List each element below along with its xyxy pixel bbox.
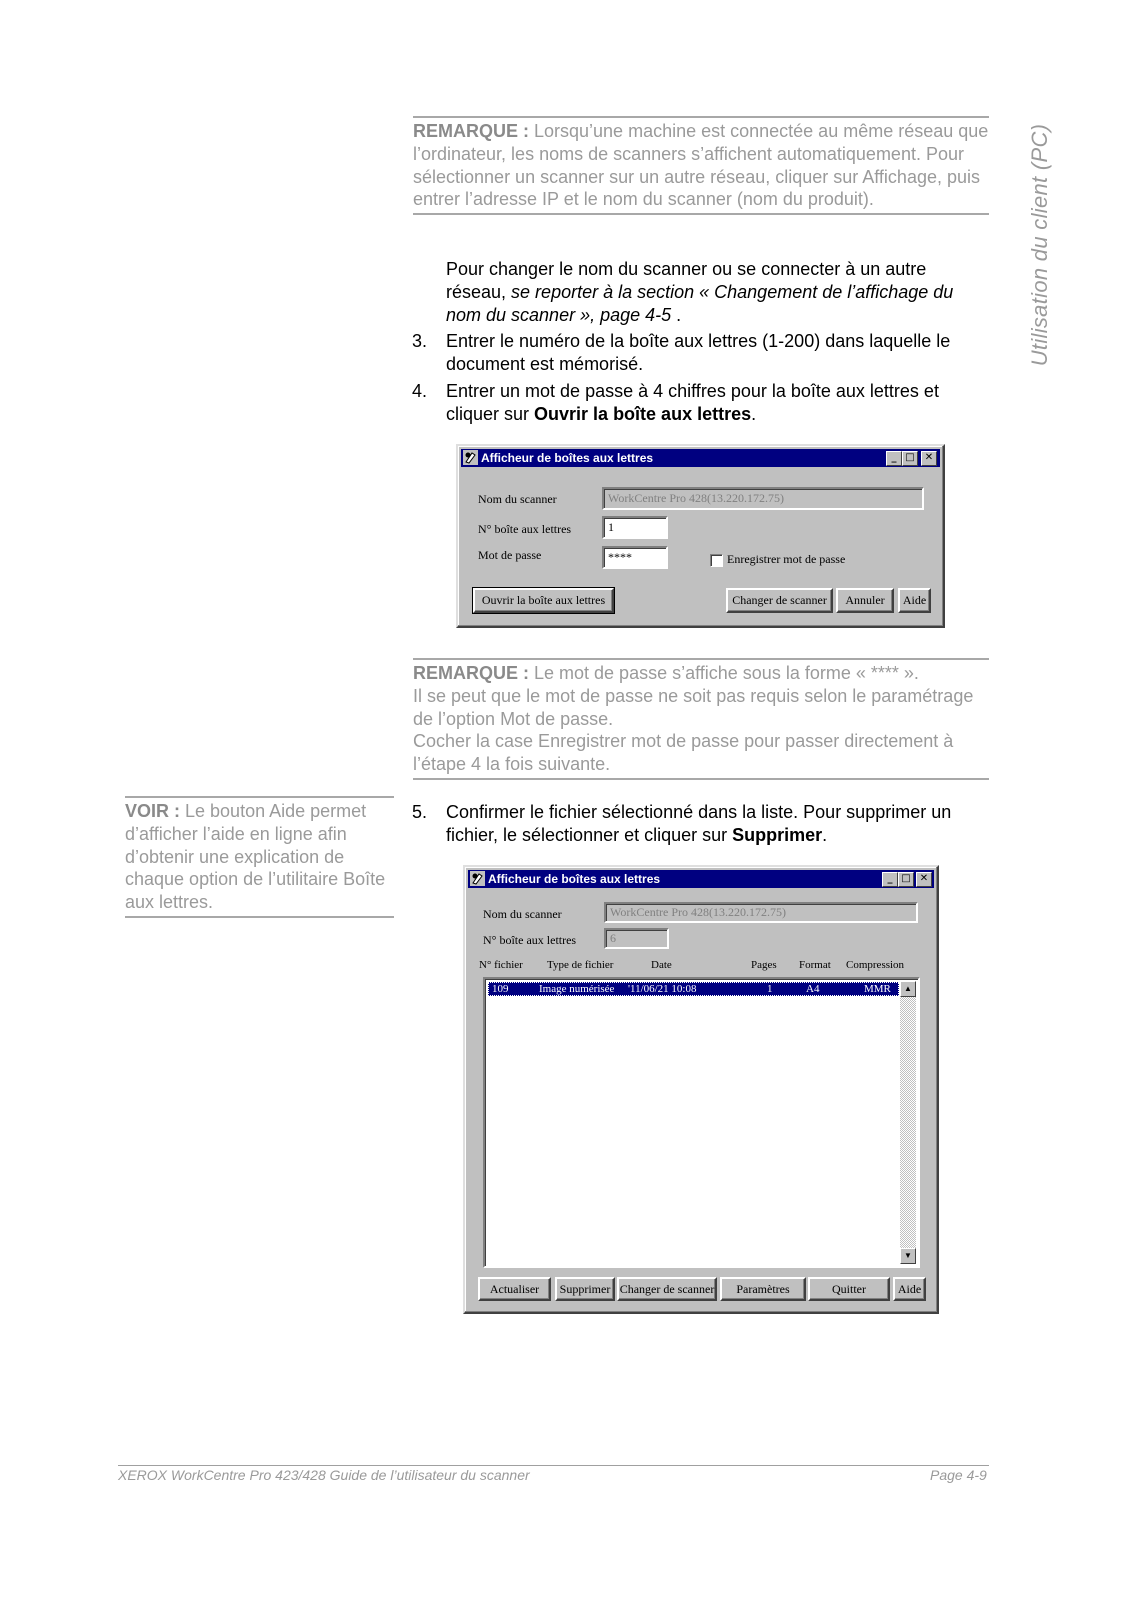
cell-format: A4 [806,983,820,995]
note-remarque-2 [413,658,989,780]
step-bold-command: Ouvrir la boîte aux lettres [534,403,752,424]
note-remarque-1 [413,116,989,215]
footer-document-title: XEROX WorkCentre Pro 423/428 Guide de l’utilisateur du scanner [118,1467,530,1483]
dialog-title: Afficheur de boîtes aux lettres [488,872,661,886]
settings-button[interactable]: Paramètres [720,1277,806,1301]
step-5 [412,801,982,847]
step-bold-command: Supprimer [732,824,823,845]
minimize-icon[interactable]: _ [886,451,902,466]
scanner-name-field[interactable]: WorkCentre Pro 428(13.220.172.75) [602,487,924,510]
step-4 [412,380,982,426]
scroll-up-icon[interactable]: ▲ [900,981,916,997]
password-label: Mot de passe [478,548,542,562]
step-text: Entrer le numéro de la boîte aux lettres (1-200) dans laquelle le document est mémorisé. [446,331,951,374]
scanner-name-label: Nom du scanner [483,907,562,921]
footer-page-number: Page 4-9 [930,1467,987,1483]
note-line-3: Cocher la case Enregistrer mot de passe pour passer directement à l’étape 4 la fois suivante. [413,731,954,775]
help-button[interactable]: Aide [898,588,931,613]
step-text-start: Entrer un mot de passe à 4 chiffres pour la boîte aux lettres et cliquer sur [446,381,939,424]
step-3 [412,330,982,376]
open-mailbox-button[interactable]: Ouvrir la boîte aux lettres [473,588,614,613]
paragraph-change-scanner [446,258,981,326]
note-label: REMARQUE : [413,121,529,141]
column-header-date[interactable]: Date [651,959,672,971]
save-password-checkbox[interactable] [710,554,723,567]
mailbox-number-label: N° boîte aux lettres [478,522,572,536]
step-number: 3. [412,331,428,351]
step-text [446,801,981,847]
cancel-button[interactable]: Annuler [836,588,894,613]
step-text [446,380,981,426]
help-button[interactable]: Aide [893,1277,926,1301]
note-text: Lorsqu’une machine est connectée au même réseau que l’ordinateur, les noms de scanners s’affichent automatiquement. Pour sélectionner un scanner sur un autre réseau, cliquer sur Affichage, puis entrer l’adresse IP et le nom du scanner (nom du produit). [413,121,989,210]
step-number: 5. [412,802,428,822]
see-text: Le bouton Aide permet d’afficher l’aide en ligne afin d’obtenir une explication de chaque option de l’utilitaire Boîte aux lettres. [125,801,386,913]
scanner-name-field[interactable]: WorkCentre Pro 428(13.220.172.75) [604,902,918,923]
column-header-compression[interactable]: Compression [846,959,905,971]
app-icon [463,450,478,465]
vertical-scrollbar[interactable] [900,981,916,1264]
file-list[interactable] [483,977,920,1268]
title-bar [468,870,934,888]
cell-file-type: Image numérisée [539,983,615,995]
refresh-button[interactable]: Actualiser [478,1277,551,1301]
see-label: VOIR : [125,801,181,821]
password-field[interactable]: **** [602,546,668,569]
close-icon[interactable]: ✕ [916,872,932,887]
mailbox-number-label: N° boîte aux lettres [483,933,577,947]
mailbox-number-field[interactable]: 6 [604,928,669,949]
step-number: 4. [412,381,428,401]
scroll-down-icon[interactable]: ▼ [900,1248,916,1264]
cell-pages: 1 [767,983,773,995]
cell-date: '11/06/21 10:08 [628,983,697,995]
change-scanner-button[interactable]: Changer de scanner [617,1277,717,1301]
quit-button[interactable]: Quitter [808,1277,890,1301]
delete-button[interactable]: Supprimer [555,1277,615,1301]
cell-compression: MMR [864,983,891,995]
app-icon [470,871,485,886]
minimize-icon[interactable]: _ [882,872,898,887]
see-also-note [125,796,394,918]
paragraph-text: Pour changer le nom du scanner ou se connecter à un autre réseau, [446,259,927,302]
column-header-file-no[interactable]: N° fichier [479,959,523,971]
title-bar [461,449,940,467]
maximize-icon[interactable]: □ [898,872,914,887]
mailbox-viewer-dialog-login [456,444,945,628]
change-scanner-button[interactable]: Changer de scanner [726,588,833,613]
step-text-start: Confirmer le fichier sélectionné dans la liste. Pour supprimer un fichier, le sélectionner et cliquer sur [446,802,952,845]
side-tab [1020,120,1060,370]
column-header-file-type[interactable]: Type de fichier [547,959,614,971]
table-row[interactable] [488,982,899,996]
paragraph-end: . [671,304,682,325]
save-password-label: Enregistrer mot de passe [727,552,846,566]
side-tab-label: Utilisation du client (PC) [1027,123,1052,367]
column-header-pages[interactable]: Pages [751,959,777,971]
note-line-2: Il se peut que le mot de passe ne soit pas requis selon le paramétrage de l’option Mot de passe. [413,685,974,729]
maximize-icon[interactable]: □ [902,451,918,466]
mailbox-number-field[interactable]: 1 [602,516,668,539]
mailbox-viewer-dialog-files [463,865,939,1314]
cell-file-no: 109 [492,983,509,995]
step-text-end: . [751,403,757,424]
cross-reference: se reporter à la section « Changement de l’affichage du nom du scanner », page 4-5 [446,281,954,325]
dialog-title: Afficheur de boîtes aux lettres [481,451,654,465]
footer-rule [118,1465,989,1466]
close-icon[interactable]: ✕ [921,451,937,466]
scanner-name-label: Nom du scanner [478,492,557,506]
note-line-1: Le mot de passe s’affiche sous la forme « **** ». [529,663,919,683]
note-label: REMARQUE : [413,663,529,683]
column-header-format[interactable]: Format [799,959,831,971]
step-text-end: . [822,824,828,845]
